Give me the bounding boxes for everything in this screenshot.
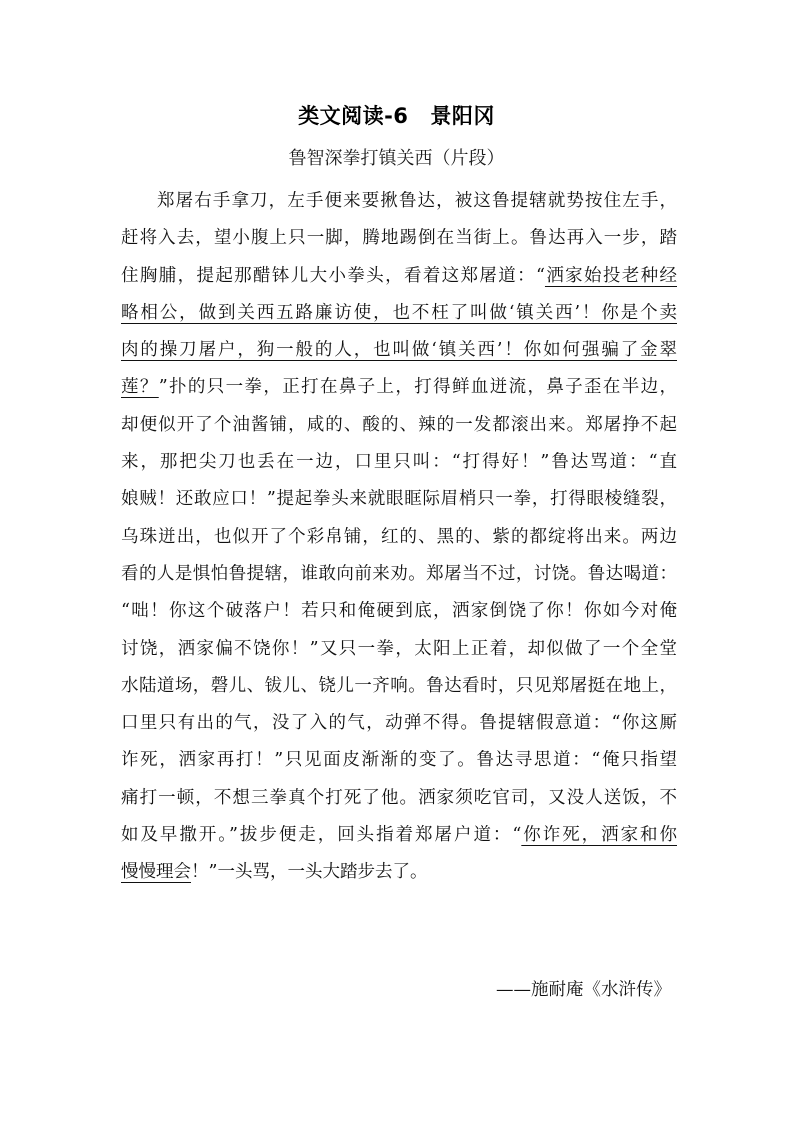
underlined-text: 肉的操刀屠户，狗一般的人，也叫做‘镇关西’！你如何强骗了金翠	[121, 340, 677, 361]
passage-line	[121, 369, 677, 406]
line-text: 看的人是惧怕鲁提辖，谁敢向前来劝。郑屠当不过，讨饶。鲁达喝道：	[121, 563, 677, 584]
line-text: 乌珠迸出，也似开了个彩帛铺，红的、黑的、紫的都绽将出来。两边	[121, 526, 677, 547]
passage-line	[121, 631, 677, 668]
title-topic: 景阳冈	[430, 104, 495, 128]
line-text: 痛打一顿，不想三拳真个打死了他。洒家须吃官司，又没人送饭，不	[121, 787, 677, 808]
passage-line	[121, 295, 677, 332]
passage-body	[121, 183, 677, 892]
line-text: 郑屠右手拿刀，左手便来要揪鲁达，被这鲁提辖就势按住左手，	[157, 191, 677, 211]
line-text: 住胸脯，提起那醋钵儿大小拳头，看着这郑屠道：“	[121, 265, 545, 286]
line-text: 讨饶，洒家偏不饶你！”又只一拳，太阳上正着，却似做了一个全堂	[121, 638, 677, 659]
passage-line	[121, 407, 677, 444]
passage-line	[121, 444, 677, 481]
underlined-text: 莲？	[121, 377, 159, 398]
passage-line	[121, 220, 677, 257]
line-text: “咄！你这个破落户！若只和俺硬到底，洒家倒饶了你！你如今对俺	[121, 601, 677, 622]
passage-line	[121, 556, 677, 593]
line-text: ”扑的只一拳，正打在鼻子上，打得鲜血迸流，鼻子歪在半边，	[158, 377, 677, 398]
passage-line	[121, 668, 677, 705]
line-text: 娘贼！还敢应口！”提起拳头来就眼眶际眉梢只一拳，打得眼棱缝裂，	[121, 489, 677, 510]
passage-line	[121, 817, 677, 854]
line-text: 诈死，洒家再打！”只见面皮渐渐的变了。鲁达寻思道：“俺只指望	[121, 750, 677, 771]
line-text: 却便似开了个油酱铺，咸的、酸的、辣的一发都滚出来。郑屠挣不起	[121, 414, 677, 435]
page-title	[0, 101, 793, 131]
line-text: 赶将入去，望小腹上只一脚，腾地踢倒在当街上。鲁达再入一步，踏	[121, 228, 677, 249]
passage-line	[121, 742, 677, 779]
line-text: ！”一头骂，一头大踏步去了。	[191, 862, 428, 883]
passage-subtitle: 鲁智深拳打镇关西（片段）	[288, 148, 505, 169]
passage-line	[121, 332, 677, 369]
source-attribution: ——施耐庵《水浒传》	[496, 980, 671, 1000]
underlined-text: 慢慢理会	[121, 862, 191, 883]
passage-line	[121, 705, 677, 742]
underlined-text: 略相公，做到关西五路廉访使，也不枉了叫做‘镇关西’！你是个卖	[121, 302, 677, 323]
passage-line	[121, 593, 677, 630]
passage-line	[121, 519, 677, 556]
line-text: 来，那把尖刀也丢在一边，口里只叫：“打得好！”鲁达骂道：“直	[121, 452, 677, 473]
passage-line	[121, 481, 677, 518]
passage-line	[121, 258, 677, 295]
title-series: 类文阅读-6	[298, 104, 409, 128]
line-text: 如及早撒开。”拔步便走，回头指着郑屠户道：“	[121, 825, 522, 846]
underlined-text: 你诈死，洒家和你	[521, 825, 677, 846]
line-text: 水陆道场，磬儿、钹儿、铙儿一齐响。鲁达看时，只见郑屠挺在地上，	[121, 675, 677, 696]
passage-line	[121, 854, 677, 891]
line-text: 口里只有出的气，没了入的气，动弹不得。鲁提辖假意道：“你这厮	[121, 713, 677, 734]
passage-line	[121, 780, 677, 817]
passage-line	[121, 183, 677, 220]
underlined-text: 洒家始投老种经	[544, 265, 677, 286]
